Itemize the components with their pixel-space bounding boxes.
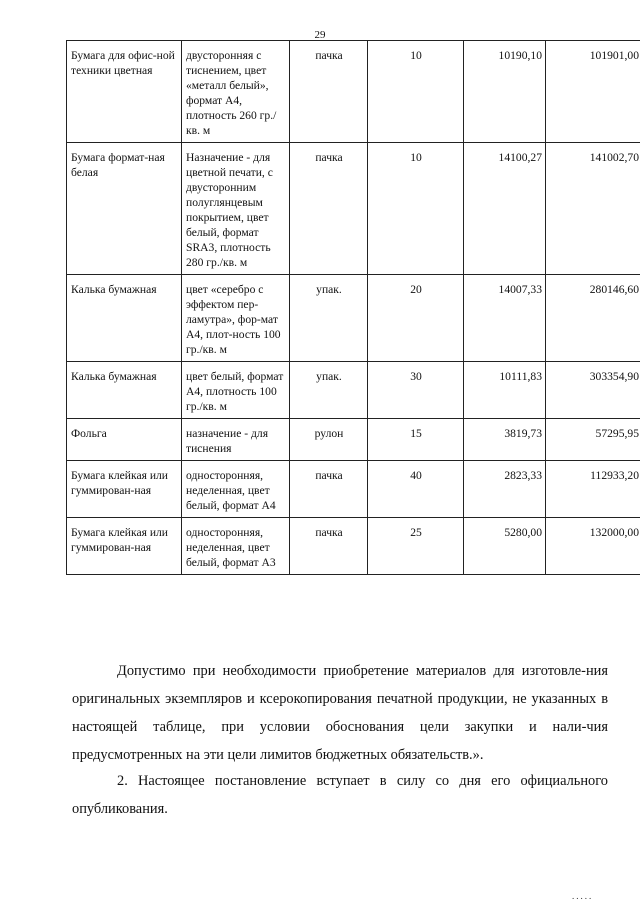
item-quantity: 20: [368, 275, 464, 362]
item-description: цвет «серебро с эффектом пер-ламутра», фор-мат А4, плот-ность 100 гр./кв. м: [182, 275, 290, 362]
item-price: 3819,73: [464, 419, 546, 461]
item-total: 112933,20: [546, 461, 640, 518]
table-row: [67, 41, 640, 143]
table-row: [67, 461, 640, 518]
table-row: [67, 362, 640, 419]
item-description: двусторонняя с тиснением, цвет «металл белый», формат А4, плотность 260 гр./кв. м: [182, 41, 290, 143]
item-total: 303354,90: [546, 362, 640, 419]
table-row: [67, 275, 640, 362]
page-number: 29: [314, 29, 326, 41]
item-description: односторонняя, неделенная, цвет белый, формат А4: [182, 461, 290, 518]
item-price: 5280,00: [464, 518, 546, 575]
item-price: 14100,27: [464, 143, 546, 275]
item-unit: пачка: [290, 518, 368, 575]
item-price: 10111,83: [464, 362, 546, 419]
item-price: 14007,33: [464, 275, 546, 362]
item-name: Бумага клейкая или гуммирован-ная: [67, 461, 182, 518]
item-name: Калька бумажная: [67, 275, 182, 362]
item-name: Фольга: [67, 419, 182, 461]
table-row: [67, 419, 640, 461]
item-total: 141002,70: [546, 143, 640, 275]
item-description: Назначение - для цветной печати, с двусторонним полуглянцевым покрытием, цвет белый, формат SRA3, плотность 280 гр./кв. м: [182, 143, 290, 275]
item-name: Калька бумажная: [67, 362, 182, 419]
item-description: назначение - для тиснения: [182, 419, 290, 461]
footer-mark: .....: [572, 891, 594, 901]
table-row: [67, 518, 640, 575]
item-name: Бумага формат-ная белая: [67, 143, 182, 275]
item-quantity: 30: [368, 362, 464, 419]
item-name: Бумага клейкая или гуммирован-ная: [67, 518, 182, 575]
item-unit: рулон: [290, 419, 368, 461]
effective-date-paragraph: 2. Настоящее постановление вступает в силу со дня его официального опубликования.: [72, 773, 608, 817]
item-quantity: 10: [368, 41, 464, 143]
item-quantity: 15: [368, 419, 464, 461]
item-unit: упак.: [290, 275, 368, 362]
item-quantity: 10: [368, 143, 464, 275]
item-unit: пачка: [290, 461, 368, 518]
item-total: 101901,00: [546, 41, 640, 143]
item-unit: упак.: [290, 362, 368, 419]
item-quantity: 25: [368, 518, 464, 575]
table-row: [67, 143, 640, 275]
item-price: 2823,33: [464, 461, 546, 518]
item-total: 57295,95: [546, 419, 640, 461]
item-unit: пачка: [290, 41, 368, 143]
materials-table: [66, 40, 640, 575]
item-total: 132000,00: [546, 518, 640, 575]
closing-paragraph: Допустимо при необходимости приобретение материалов для изготовле-ния оригинальных экземпляров и ксерокопирования печатной продукции, не указанных в настоящей таблице, при условии обоснования цели закупки и нали-чия предусмотренных на эти цели лимитов бюджетных обязательств.».: [72, 663, 608, 763]
item-price: 10190,10: [464, 41, 546, 143]
item-unit: пачка: [290, 143, 368, 275]
item-quantity: 40: [368, 461, 464, 518]
item-description: односторонняя, неделенная, цвет белый, формат А3: [182, 518, 290, 575]
item-description: цвет белый, формат А4, плотность 100 гр./кв. м: [182, 362, 290, 419]
item-name: Бумага для офис-ной техники цветная: [67, 41, 182, 143]
item-total: 280146,60: [546, 275, 640, 362]
